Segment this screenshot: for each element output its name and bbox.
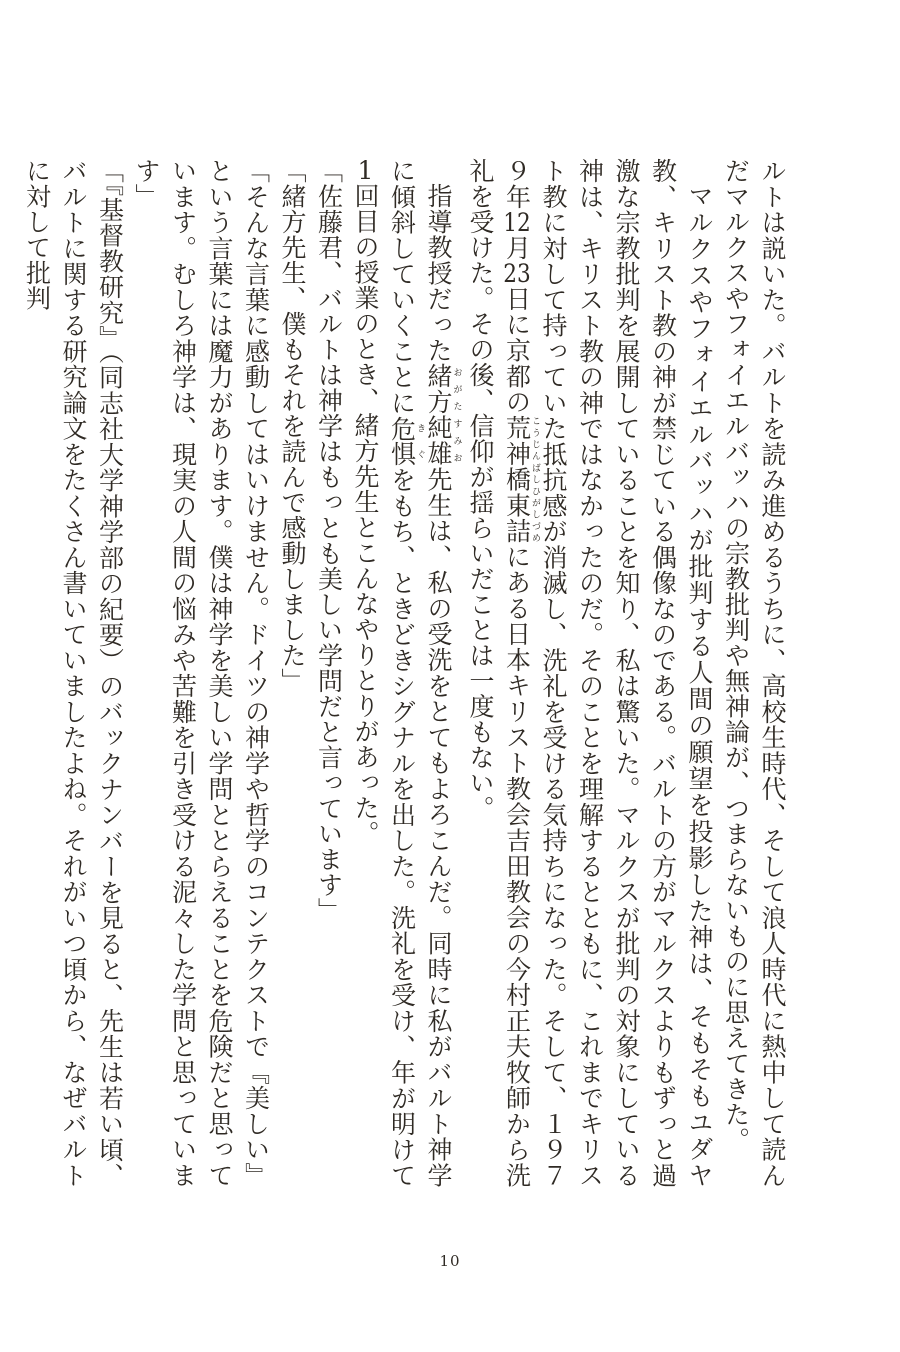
text-run: 「そんな言葉に感動してはいけません。ドイツの神学や哲学のコンテクストで『美しい』という言葉には魔力があります。僕は神学を美しい学問ととらえることを危険だと思っています。むしろ神学は、現実の人間の悩みや苦難を引き受ける泥々した学問と思っています」 (132, 158, 271, 1188)
text-run: 月 (502, 234, 532, 261)
text-run: 「『基督教研究』（同志社大学神学部の紀要）のバックナンバーを見ると、先生は若い頃、バルトに関する研究論文をたくさん書いていましたよね。それがいつ頃から、なぜバルトに対して批判 (22, 158, 125, 1188)
ruby-reading: ぐ (415, 441, 425, 467)
ruby-reading: こうじんばしひがしづめ (530, 414, 540, 544)
paragraph (274, 158, 311, 1188)
paragraph (128, 158, 274, 1188)
paragraph (717, 158, 790, 1188)
ruby-annotated-word (387, 415, 425, 442)
page-number: 10 (439, 1252, 461, 1270)
paragraph (310, 158, 347, 1188)
paragraph (347, 158, 462, 1188)
ruby-annotated-word (387, 441, 425, 468)
text-run: 回目の授業のとき、緒方先生とこんなやりとりがあった。 (351, 183, 380, 846)
ruby-reading: おがたすみお (451, 363, 462, 467)
ruby-base: 荒神橋東詰 (502, 414, 532, 544)
upright-number: 1 (357, 158, 374, 183)
text-run: にある日本キリスト教会吉田教会の今村正夫牧師から洗礼を受けた。その後、信仰が揺らいだことは一度もない。 (466, 158, 532, 1189)
vertical-text-body (22, 158, 790, 1189)
text-run: 「緒方先生、僕もそれを読んで感動しました」 (278, 158, 307, 694)
upright-number: 12 (503, 209, 531, 235)
text-run: 「佐藤君、バルトは神学はもっとも美しい学問だと言っています」 (314, 158, 344, 923)
ruby-base: 緒方純雄 (424, 363, 453, 467)
ruby-annotated-word (502, 414, 540, 544)
text-run: 指導教授だった (424, 183, 453, 364)
text-run: ルトは説いた。バルトを読み進めるうちに、高校生時代、そして浪人時代に熱中して読んだマルクスやフォイエルバッハの宗教批判や無神論が、つまらないものに思えてきた。 (721, 158, 787, 1188)
text-run: 日に京都の (502, 285, 532, 415)
ruby-base: 惧 (387, 441, 417, 468)
text-run: 先生は、私の受洗をとてもよろこんだ。同時に私がバルト神学に傾斜していくことに (387, 158, 453, 1189)
text-run: をもち、ときどきシグナルを出した。洗礼を受け、年が明けて (387, 467, 417, 1189)
ruby-annotated-word (424, 363, 462, 467)
paragraph (462, 158, 718, 1188)
upright-number: 23 (503, 260, 531, 286)
text-run: マルクスやフォイエルバッハが批判する人間の願望を投影した神は、そもそもユダヤ教、キリスト教の神が禁じている偶像なのである。バルトの方がマルクスよりもずっと過激な宗教批判を展開していることを知り、私は驚いた。マルクスが批判の対象にしている神は、キリスト教の神ではなかったのだ。そのことを理解するとともに、これまでキリスト教に対して持っていた抵抗感が消滅し、洗礼を受ける気持ちになった。そして、１９７９年 (502, 158, 714, 1188)
ruby-reading: き (415, 415, 425, 442)
paragraph (18, 158, 128, 1188)
ruby-base: 危 (387, 415, 417, 442)
